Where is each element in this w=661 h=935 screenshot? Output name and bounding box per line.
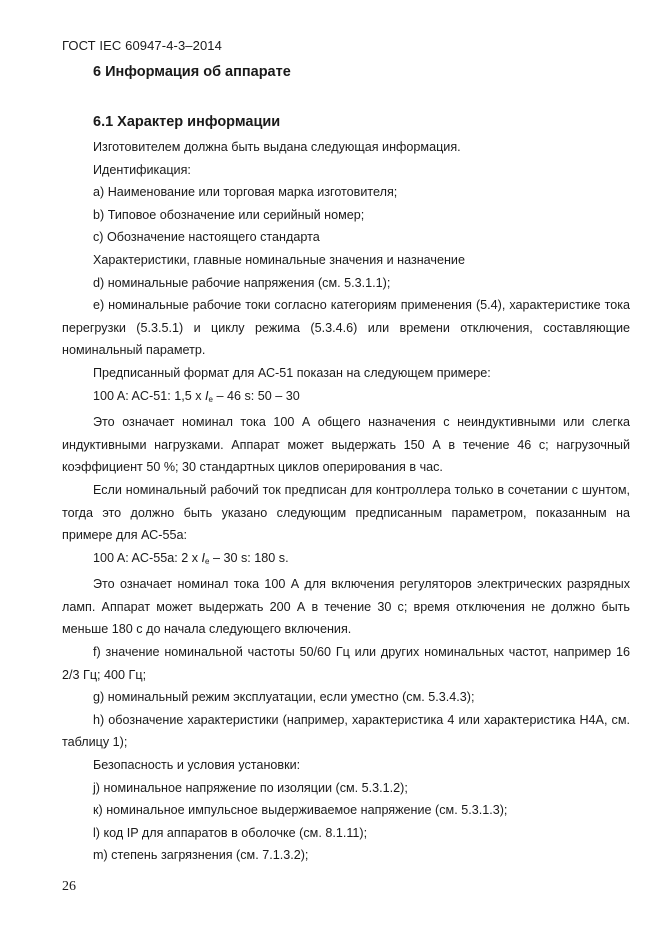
page-number: 26 bbox=[62, 879, 76, 894]
list-item-h: h) обозначение характеристики (например, характеристика 4 или характеристика Н4А, см. таблицу 1); bbox=[62, 712, 630, 750]
list-item-j: j) номинальное напряжение по изоляции (см. 5.3.1.2); bbox=[93, 780, 408, 795]
example-ac51-suffix: – 46 s: 50 – 30 bbox=[212, 388, 300, 403]
example-ac55a-var: I bbox=[201, 550, 206, 565]
example-ac51-sub: e bbox=[208, 394, 213, 404]
example-ac55a-sub: e bbox=[205, 556, 210, 566]
section-title: 6 Информация об аппарате bbox=[93, 64, 291, 80]
list-item-l: l) код IP для аппаратов в оболочке (см. 8.1.11); bbox=[93, 825, 368, 840]
list-item-f: f) значение номинальной частоты 50/60 Гц или других номинальных частот, например 16 2/3 Гц; 400 Гц; bbox=[62, 645, 630, 682]
list-item-k: к) номинальное импульсное выдерживаемое напряжение (см. 5.3.1.3); bbox=[93, 803, 508, 818]
list-item-c: c) Обозначение настоящего стандарта bbox=[93, 230, 320, 245]
list-item-e: e) номинальные рабочие токи согласно категориям применения (5.4), характеристике тока перегрузки (5.3.5.1) и циклу режима (5.3.4.6) или времени отключения, составляющие номинальный параметр. bbox=[62, 298, 630, 358]
paragraph-intro: Изготовителем должна быть выдана следующая информация. bbox=[93, 140, 461, 154]
list-item-b: b) Типовое обозначение или серийный номер; bbox=[93, 207, 365, 222]
paragraph-ac55a-meaning: Это означает номинал тока 100 А для включения регуляторов электрических разрядных ламп. Аппарат может выдержать 200 А в течение 30 с; время отключения не должно быть меньше 180 с до начала следующего включения. bbox=[62, 577, 630, 637]
subsection-title: 6.1 Характер информации bbox=[93, 114, 281, 130]
list-item-g: g) номинальный режим эксплуатации, если уместно (см. 5.3.4.3); bbox=[93, 690, 475, 705]
example-ac55a bbox=[62, 547, 630, 574]
paragraph-ac51-meaning: Это означает номинал тока 100 А общего назначения с неиндуктивными или слегка индуктивными нагрузками. Аппарат может выдержать 150 А в течение 46 с; нагрузочный коэффициент 50 %; 30 стандартных циклов оперирования в час. bbox=[62, 415, 630, 475]
paragraph-safety: Безопасность и условия установки: bbox=[93, 758, 301, 773]
example-ac51 bbox=[62, 385, 630, 412]
paragraph-characteristics: Характеристики, главные номинальные значения и назначение bbox=[93, 252, 465, 267]
paragraph-identification: Идентификация: bbox=[93, 162, 191, 177]
body-text bbox=[62, 136, 630, 867]
list-item-a: a) Наименование или торговая марка изготовителя; bbox=[93, 185, 398, 200]
list-item-d: d) номинальные рабочие напряжения (см. 5.3.1.1); bbox=[93, 275, 391, 290]
example-ac51-prefix: 100 A: AC-51: 1,5 х bbox=[93, 388, 206, 403]
example-ac55a-prefix: 100 A: AC-55a: 2 х bbox=[93, 550, 202, 565]
paragraph-format-ac51: Предписанный формат для АС-51 показан на следующем примере: bbox=[93, 365, 491, 380]
paragraph-shunt: Если номинальный рабочий ток предписан для контроллера только в сочетании с шунтом, тогда это должно быть указано следующим предписанным параметром, показанным на примере для АС-55а: bbox=[62, 482, 630, 543]
list-item-m: m) степень загрязнения (см. 7.1.3.2); bbox=[93, 848, 309, 863]
standard-code-header: ГОСТ IEC 60947-4-3–2014 bbox=[62, 38, 222, 53]
example-ac51-var: I bbox=[205, 388, 209, 403]
example-ac55a-suffix: – 30 s: 180 s. bbox=[209, 550, 289, 565]
